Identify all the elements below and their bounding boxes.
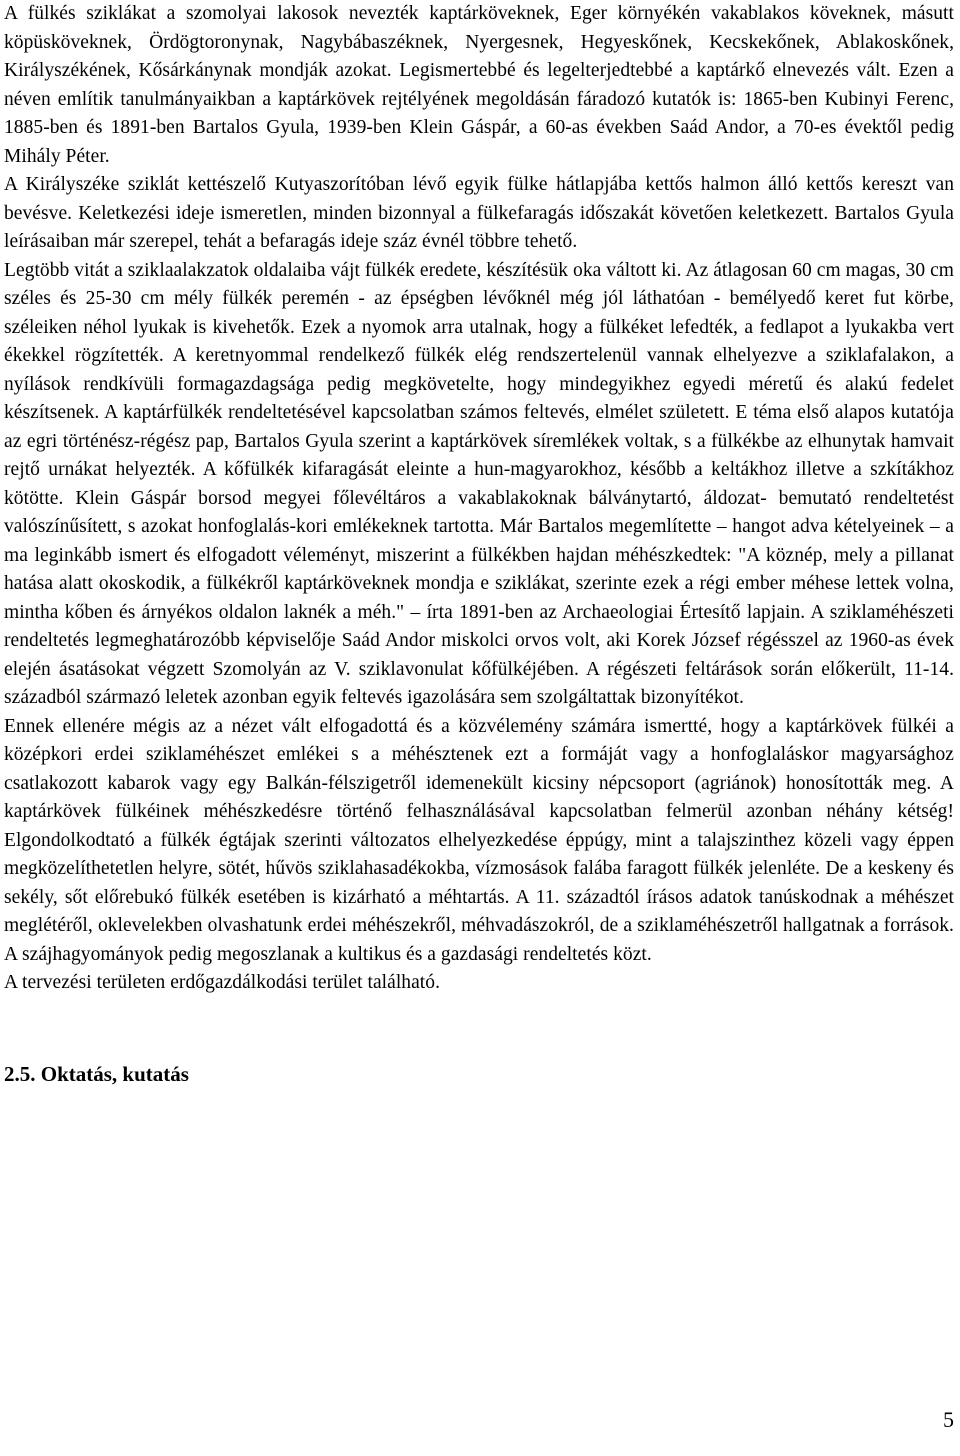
paragraph-planning-area: A tervezési területen erdőgazdálkodási terület található.	[4, 972, 440, 993]
paragraph-niche-origin: Legtöbb vitát a sziklaalakzatok oldalaiba vájt fülkék eredete, készítésük oka váltott ki. Az átlagosan 60 cm magas, 30 cm széles és 25-30 cm mély fülkék peremén - az épségben lévőknél még jól láthatóan - bemélyedő keret fut körbe, széleiken néhol lyukak is kivehetők. Ezek a nyomok arra utalnak, hogy a fülkéket lefedték, a fedlapot a lyukakba vert ékekkel rögzítették. A keretnyommal rendelkező fülkék elég rendszertelenül vannak elhelyezve a sziklafalakon, a nyílások rendkívüli formagazdagsága pedig megkövetelte, hogy mindegyikhez egyedi méretű és alakú fedelet készítsenek. A kaptárfülkék rendeltetésével kapcsolatban számos feltevés, elmélet született. E téma első alapos kutatója az egri történész-régész pap, Bartalos Gyula szerint a kaptárkövek síremlékek voltak, s a fülkékbe az elhunytak hamvait rejtő urnákat helyezték. A kőfülkék kifaragását eleinte a hun-magyarokhoz, később a keltákhoz illetve a szkítákhoz kötötte. Klein Gáspár borsod megyei főlevéltáros a vakablakoknak bálványtartó, áldozat- bemutató rendeltetést valószínűsített, s azokat honfoglalás-kori emlékeknek tartotta. Már Bartalos megemlítette – hangot adva kételyeinek – a ma leginkább ismert és elfogadott véleményt, miszerint a fülkékben hajdan méhészkedtek: "A köznép, mely a pillanat hatása alatt okoskodik, a fülkékről kaptárköveknek mondja e sziklákat, szerinte ezek a régi ember méhese lettek volna, mintha kőben és árnyékos oldalon laknék a méh." – írta 1891-ben az Archaeologiai Értesítő lapjain. A sziklaméhészeti rendeltetés legmeghatározóbb képviselője Saád Andor miskolci orvos volt, aki Korek József régésszel az 1960-as évek elején ásatásokat végzett Szomolyán az V. sziklavonulat kőfülkéjében. A régészeti feltárások során előkerült, 11-14. századból származó leletek azonban egyik feltevés igazolására sem szolgáltattak bizonyítékot.	[4, 259, 954, 708]
paragraph-kiralyszeke-cross: A Királyszéke sziklát kettészelő Kutyaszorítóban lévő egyik fülke hátlapjába kettős halmon álló kettős kereszt van bevésve. Keletkezési ideje ismeretlen, minden bizonnyal a fülkefaragás időszakát követően keletkezett. Bartalos Gyula leírásaiban már szerepel, tehát a befaragás ideje száz évnél többre tehető.	[4, 174, 954, 252]
spacer	[4, 998, 954, 1060]
page-number: 5	[943, 1407, 954, 1432]
section-heading: 2.5. Oktatás, kutatás	[4, 1061, 189, 1086]
paragraph-kaptarkovek-names: A fülkés sziklákat a szomolyai lakosok nevezték kaptárköveknek, Eger környékén vakablakos köveknek, másutt köpüsköveknek, Ördögtoronynak, Nagybábaszéknek, Nyergesnek, Hegyeskőnek, Kecskekőnek, Ablakoskőnek, Királyszékének, Kősárkánynak mondják azokat. Legismertebbé és legelterjedtebbé a kaptárkő elnevezés vált. Ezen a néven említik tanulmányaikban a kaptárkövek rejtélyének megoldásán fáradozó kutatók is: 1865-ben Kubinyi Ferenc, 1885-ben és 1891-ben Bartalos Gyula, 1939-ben Klein Gáspár, a 60-as években Saád Andor, a 70-es évektől pedig Mihály Péter.	[4, 3, 954, 167]
document-page	[4, 0, 954, 1088]
paragraph-beekeeping-doubts: Ennek ellenére mégis az a nézet vált elfogadottá és a közvélemény számára ismertté, hogy a kaptárkövek fülkéi a középkori erdei sziklaméhészet emlékei s a méhésztenek ezt a formáját vagy a honfoglaláskor magyarsághoz csatlakozott kabarok vagy egy Balkán-félszigetről idemenekült kicsiny népcsoport (agriánok) honosították meg. A kaptárkövek fülkéinek méhészkedésre történő felhasználásával kapcsolatban felmerül azonban néhány kétség! Elgondolkodtató a fülkék égtájak szerinti változatos elhelyezkedése éppúgy, mint a talajszinthez közeli vagy éppen megközelíthetetlen helyre, sötét, hűvös sziklahasadékokba, vízmosások falába faragott fülkék jelenléte. De a keskeny és sekély, sőt előrebukó fülkék esetében is kizárható a méhtartás. A 11. századtól írásos adatok tanúskodnak a méhészet meglétéről, oklevelekben olvashatunk erdei méhészekről, méhvadászokról, de a sziklaméhészetről hallgatnak a források. A szájhagyományok pedig megoszlanak a kultikus és a gazdasági rendeltetés közt.	[4, 715, 954, 965]
